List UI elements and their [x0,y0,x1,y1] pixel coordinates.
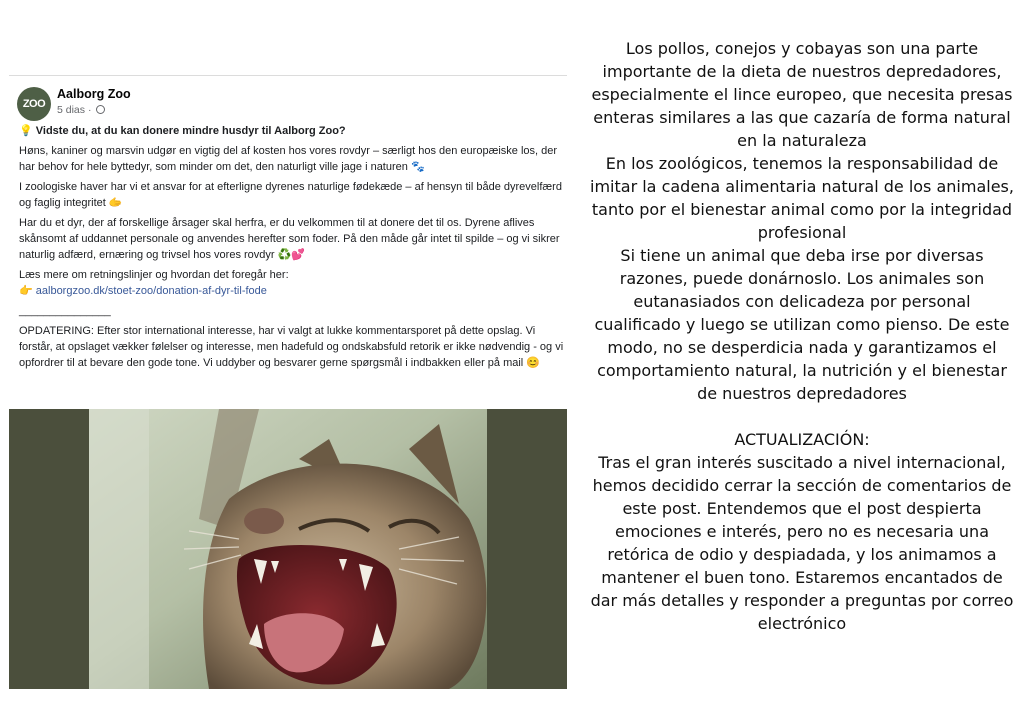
globe-icon [96,105,105,114]
spanish-translation [588,37,1016,635]
translation-paragraph-3: Si tiene un animal que deba irse por diversas razones, puede donárnoslo. Los animales son eutanasiados con delicadeza por personal cualificado y luego se utilizan como pienso. De este modo, no se desperdicia nada y garantizamos el comportamiento natural, la nutrición y el bienestar de nuestros depredadores [594,246,1010,403]
facebook-post [9,75,567,689]
lightbulb-icon: 💡 [19,125,33,137]
page-name-link[interactable]: Aalborg Zoo [57,87,131,101]
meta-separator: · [87,104,92,116]
post-headline [19,123,565,139]
headline-text: Vidste du, at du kan donere mindre husdyr til Aalborg Zoo? [35,125,346,137]
post-time[interactable]: 5 dias [57,104,86,116]
post-meta [57,104,105,116]
translation-paragraph-4: Tras el gran interés suscitado a nivel internacional, hemos decidido cerrar la sección de comentarios de este post. Entendemos que el post despierta emociones e interés, pero no es necesaria una retórica de odio y despiadada, y los animamos a mantener el buen tono. Estaremos encantados de dar más detalles y responder a preguntas por correo electrónico [590,453,1014,633]
post-paragraph-2: I zoologiske haver har vi et ansvar for at efterligne dyrenes naturlige fødekæde – af hensyn til både dyrevelfærd og faglig integritet 🫱 [19,181,562,209]
post-update: OPDATERING: Efter stor international interesse, har vi valgt at lukke kommentarsporet på dette opslag. Vi forstår, at opslaget vækker følelser og interesse, men hadefuld og ondskabsfuld retorik er ikke nødvendig - og vi opfordrer til at bevare den gode tone. Vi uddyber og besvarer gerne spørgsmål i indbakken eller på mail 😊 [19,325,564,369]
post-paragraph-4: Læs mere om retningslinjer og hvordan det foregår her: [19,269,289,281]
translation-paragraph-2: En los zoológicos, tenemos la responsabilidad de imitar la cadena alimentaria natural de los animales, tanto por el bienestar animal como por la integridad profesional [590,154,1014,242]
donation-link[interactable]: aalborgzoo.dk/stoet-zoo/donation-af-dyr-til-fode [35,285,267,297]
pointing-hand-icon: 👉 [19,285,33,297]
post-header [17,87,557,123]
post-photo[interactable] [9,409,567,689]
post-paragraph-3: Har du et dyr, der af forskellige årsager skal herfra, er du velkommen til at donere det til os. Dyrene aflives skånsomt af uddannet personale og anvendes herefter som foder. På den måde går intet til spilde – og vi sikrer naturlig adfærd, ernæring og trivsel hos vores rovdyr ♻️💕 [19,217,560,261]
lynx-yawning-image [89,409,487,689]
avatar[interactable]: ZOO [17,87,51,121]
text-divider: _______________ [19,305,111,317]
lynx-photo [89,409,487,689]
post-link-line [19,283,565,299]
translation-paragraph-1: Los pollos, conejos y cobayas son una parte importante de la dieta de nuestros depredadores, especialmente el lince europeo, que necesita presas enteras similares a las que cazaría de forma natural en la naturaleza [591,39,1013,150]
translation-gap [588,405,1016,428]
translation-heading: ACTUALIZACIÓN: [734,430,870,449]
post-body [19,123,565,375]
post-paragraph-1: Høns, kaniner og marsvin udgør en vigtig del af kosten hos vores rovdyr – særligt hos den europæiske los, der har behov for hele byttedyr, som minder om det, den naturligt ville jage i naturen 🐾 [19,145,558,173]
